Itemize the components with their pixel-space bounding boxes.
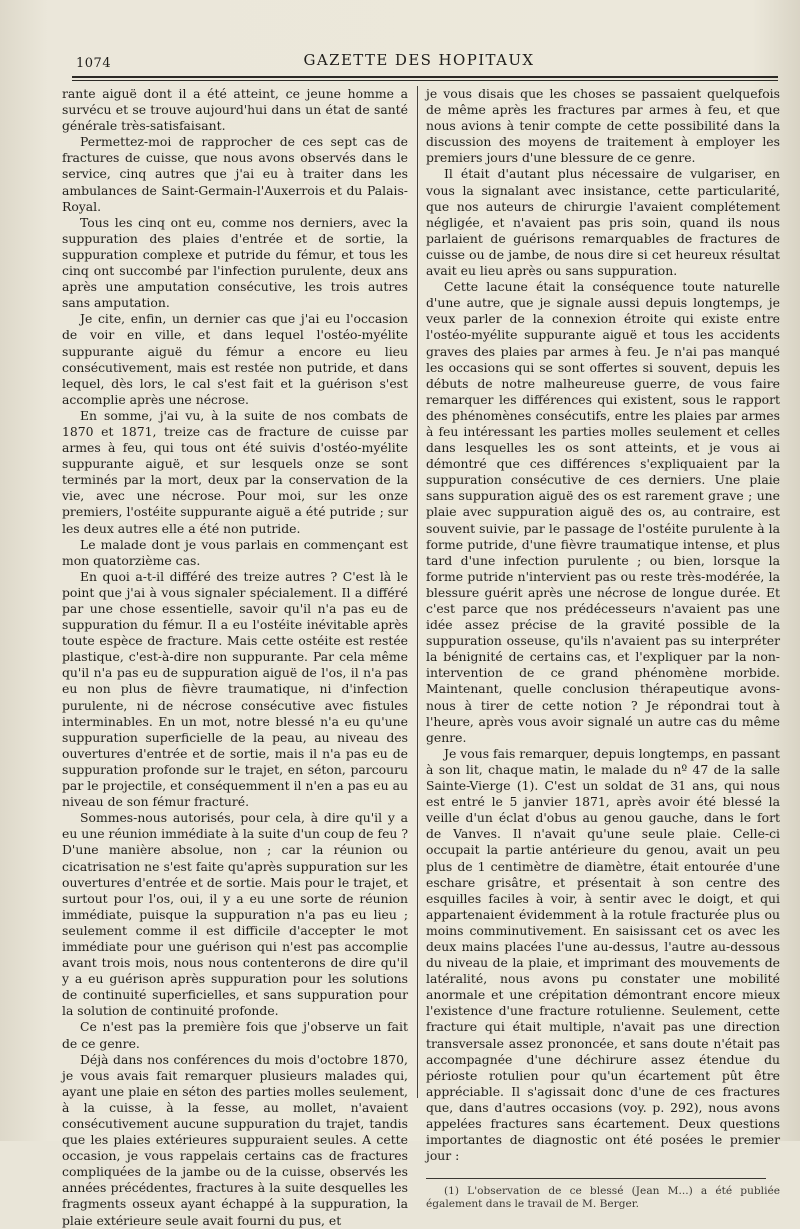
right-column	[426, 86, 780, 1211]
running-title: GAZETTE DES HOPITAUX	[303, 51, 535, 69]
paragraph: En quoi a-t-il différé des treize autres ? C'est là le point que j'ai à vous signaler spécialement. Il a différé par une chose essentielle, savoir qu'il n'a pas eu de suppuration du fémur. Il a eu l'ostéite inévitable après toute espèce de fracture. Mais cette ostéite est restée plastique, c'est-à-dire non suppurante. Par cela même qu'il n'a pas eu de suppuration aiguë de l'os, il n'a pas eu non plus de fièvre traumatique, ni d'infection purulente, ni de nécrose consécutive avec fistules interminables. En un mot, notre blessé n'a eu qu'une suppuration superficielle de la peau, au niveau des ouvertures d'entrée et de sortie, mais il n'a pas eu de suppuration profonde sur le trajet, en séton, parcouru par le projectile, et conséquemment il n'en a pas eu au niveau de son fémur fracturé.	[62, 568, 408, 810]
paragraph: En somme, j'ai vu, à la suite de nos combats de 1870 et 1871, treize cas de fracture de cuisse par armes à feu, qui tous ont été suivis d'ostéo-myélite suppurante aiguë, et sur lesquels onze se sont terminés par la mort, deux par la conservation de la vie, avec une nécrose. Pour moi, sur les onze premiers, l'ostéite suppurante aiguë a été putride ; sur les deux autres elle a été non putride.	[62, 407, 408, 536]
page-header	[62, 48, 776, 72]
header-rule-thin	[72, 80, 778, 81]
paragraph: Je vous fais remarquer, depuis longtemps, en passant à son lit, chaque matin, le malade du nº 47 de la salle Sainte-Vierge (1). C'est un soldat de 31 ans, qui nous est entré le 5 janvier 1871, après avoir été blessé la veille d'un éclat d'obus au genou gauche, dans le fort de Vanves. Il n'avait qu'une seule plaie. Celle-ci occupait la partie antérieure du genou, avait un peu plus de 1 centimètre de diamètre, était entourée d'une eschare grisâtre, et présentait à son centre des esquilles faciles à voir, à sentir avec le doigt, et qui appartenaient évidemment à la rotule fracturée plus ou moins comminutivement. En saisissant cet os avec les deux mains placées l'une au-dessus, l'autre au-dessous du niveau de la plaie, et imprimant des mouvements de latéralité, nous avons pu constater une mobilité anormale et une crépitation démontrant encore mieux l'existence d'une fracture rotulienne. Seulement, cette fracture qui était multiple, n'avait pas une direction transversale assez prononcée, et sans doute n'était pas accompagnée d'une déchirure assez étendue du périoste rotulien pour qu'un écartement pût être appréciable. Il s'agissait donc d'une de ces fractures que, dans d'autres occasions (voy. p. 292), nous avons appelées fractures sans écartement. Deux questions importantes de diagnostic ont été posées le premier jour :	[426, 745, 780, 1164]
paragraph: je vous disais que les choses se passaient quelquefois de même après les fractures par armes à feu, et que nous avions à tenir compte de cette possibilité dans la discussion des moyens de traitement à employer les premiers jours d'une blessure de ce genre.	[426, 86, 780, 166]
footnote-rule	[426, 1178, 766, 1179]
paragraph: rante aiguë dont il a été atteint, ce jeune homme a survécu et se trouve aujourd'hui dans un état de santé générale très-satisfaisant.	[62, 86, 408, 134]
paragraph: Déjà dans nos conférences du mois d'octobre 1870, je vous avais fait remarquer plusieurs malades qui, ayant une plaie en séton des parties molles seulement, à la cuisse, à la fesse, au mollet, n'avaient consécutivement aucune suppuration du trajet, tandis que les plaies extérieures suppuraient seules. A cette occasion, je vous rappelais certains cas de fractures compliquées de la jambe ou de la cuisse, observés les années précédentes, fractures à la suite desquelles les fragments osseux ayant échappé à la suppuration, la plaie extérieure seule avait fourni du pus, et	[62, 1051, 408, 1228]
paragraph: Tous les cinq ont eu, comme nos derniers, avec la suppuration des plaies d'entrée et de sortie, la suppuration complexe et putride du fémur, et tous les cinq ont succombé par l'infection purulente, deux ans après une amputation consécutive, les trois autres sans amputation.	[62, 214, 408, 311]
paragraph: Cette lacune était la conséquence toute naturelle d'une autre, que je signale aussi depuis longtemps, je veux parler de la connexion étroite qui existe entre l'ostéo-myélite suppurante aiguë et tous les accidents graves des plaies par armes à feu. Je n'ai pas manqué les occasions qui se sont offertes si souvent, depuis les débuts de notre malheureuse guerre, de vous faire remarquer les différences qui existent, sous le rapport des phénomènes consécutifs, entre les plaies par armes à feu intéressant les parties molles seulement et celles dans lesquelles les os sont atteints, et je vous ai démontré que ces différences s'expliquaient par la suppuration consécutive de ces derniers. Une plaie sans suppuration aiguë des os est rarement grave ; une plaie avec suppuration aiguë des os, au contraire, est souvent suivie, par le passage de l'ostéite purulente à la forme putride, d'une fièvre traumatique intense, et plus tard d'une infection purulente ; ou bien, lorsque la forme putride n'intervient pas ou reste très-modérée, la blessure guérit après une nécrose de longue durée. Et c'est parce que nos prédécesseurs n'avaient pas une idée assez précise de la gravité possible de la suppuration osseuse, qu'ils n'avaient pas su interpréter la bénignité de certains cas, et l'expliquer par la non-intervention de ce grand phénomène morbide. Maintenant, quelle conclusion thérapeutique avons-nous à tirer de cette notion ? Je répondrai tout à l'heure, après vous avoir signalé un autre cas du même genre.	[426, 279, 780, 745]
left-column	[62, 86, 408, 1229]
header-rule-thick	[72, 76, 778, 78]
paragraph: Permettez-moi de rapprocher de ces sept cas de fractures de cuisse, que nous avons observés dans le service, cinq autres que j'ai eu à traiter dans les ambulances de Saint-Germain-l'Auxerrois et du Palais-Royal.	[62, 134, 408, 214]
paragraph: Le malade dont je vous parlais en commençant est mon quatorzième cas.	[62, 536, 408, 568]
paragraph: Ce n'est pas la première fois que j'observe un fait de ce genre.	[62, 1019, 408, 1051]
paragraph: Je cite, enfin, un dernier cas que j'ai eu l'occasion de voir en ville, et dans lequel l'ostéo-myélite suppurante aiguë du fémur a encore eu lieu consécutivement, mais est restée non putride, et dans lequel, dès lors, le cal s'est fait et la guérison s'est accomplie après une nécrose.	[62, 311, 408, 407]
page-number: 1074	[76, 56, 112, 71]
paragraph: Sommes-nous autorisés, pour cela, à dire qu'il y a eu une réunion immédiate à la suite d'un coup de feu ? D'une manière absolue, non ; car la réunion ou cicatrisation ne s'est faite qu'après suppuration sur les ouvertures d'entrée et de sortie. Mais pour le trajet, et surtout pour l'os, oui, il y a eu une sorte de réunion immédiate, puisque la suppuration n'a pas eu lieu ; seulement comme il est difficile d'accepter le mot immédiate pour une guérison qui n'est pas accomplie avant trois mois, nous nous contenterons de dire qu'il y a eu guérison après suppuration pour les solutions de continuité superficielles, et sans suppuration pour la solution de continuité profonde.	[62, 810, 408, 1019]
column-divider	[417, 86, 418, 1098]
paragraph: Il était d'autant plus nécessaire de vulgariser, en vous la signalant avec insistance, cette particularité, que nos auteurs de chirurgie l'avaient complétement négligée, et n'avaient pas pris soin, quand ils nous parlaient de guérisons remarquables de fractures de cuisse ou de jambe, de nous dire si cet heureux résultat avait eu lieu après ou sans suppuration.	[426, 166, 780, 279]
footnote: (1) L'observation de ce blessé (Jean M...) a été publiée également dans le travail de M. Berger.	[426, 1185, 780, 1211]
